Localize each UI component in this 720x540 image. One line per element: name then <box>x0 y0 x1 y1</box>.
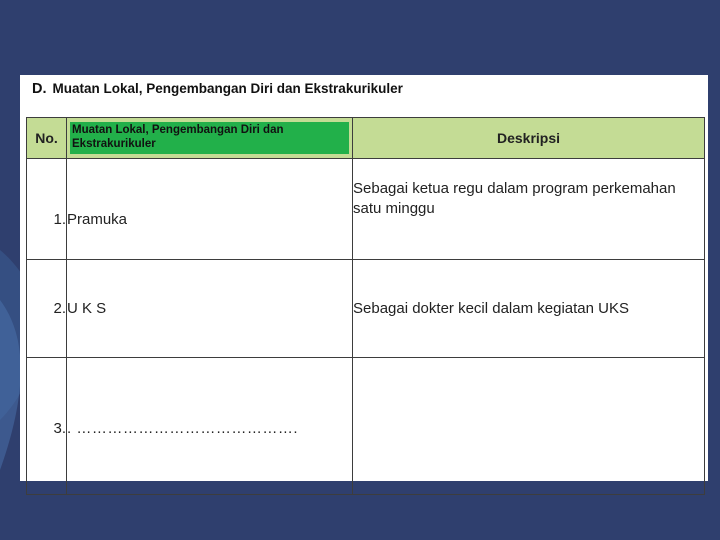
section-heading <box>32 81 403 97</box>
row-description: Sebagai dokter kecil dalam kegiatan UKS <box>353 260 705 358</box>
row-number: 3. <box>27 358 67 495</box>
table-row <box>27 159 705 260</box>
row-description: Sebagai ketua regu dalam program perkemahan satu minggu <box>353 159 705 260</box>
table-row <box>27 358 705 495</box>
activities-table <box>26 117 705 495</box>
header-no: No. <box>27 118 67 159</box>
row-number: 2. <box>27 260 67 358</box>
table-row <box>27 260 705 358</box>
header-activity-cell <box>67 118 353 159</box>
section-letter: D. <box>32 81 47 97</box>
header-description: Deskripsi <box>353 118 705 159</box>
document-sheet <box>20 75 708 481</box>
section-title: Muatan Lokal, Pengembangan Diri dan Ekstrakurikuler <box>52 81 403 96</box>
header-activity: Muatan Lokal, Pengembangan Diri dan Ekstrakurikuler <box>70 122 349 154</box>
row-activity: . ……………………………………. <box>67 358 353 495</box>
row-activity: U K S <box>67 260 353 358</box>
row-description <box>353 358 705 495</box>
row-activity: Pramuka <box>67 159 353 260</box>
table-header-row <box>27 118 705 159</box>
row-number: 1. <box>27 159 67 260</box>
